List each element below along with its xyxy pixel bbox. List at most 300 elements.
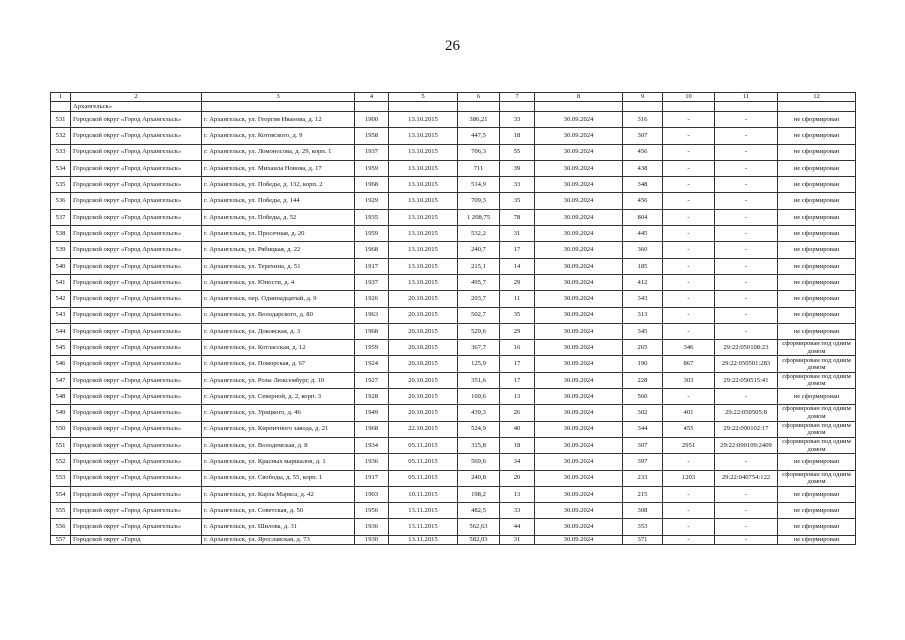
- value-cell: 185: [623, 258, 663, 274]
- value-cell: -: [663, 242, 715, 258]
- address-cell: г. Архангельск, ул. Красных маршалов, д. 1: [202, 454, 355, 470]
- year-cell: 1924: [355, 356, 389, 372]
- area-cell: 482,5: [458, 503, 500, 519]
- row-number-cell: 531: [51, 112, 71, 128]
- year-cell: 1968: [355, 177, 389, 193]
- deadline-cell: 30.09.2024: [535, 177, 623, 193]
- address-cell: г. Архангельск, ул. Советская, д. 50: [202, 503, 355, 519]
- owner-cell: Городской округ «Город Архангельск»: [71, 209, 202, 225]
- area-cell: 240,8: [458, 470, 500, 486]
- address-cell: г. Архангельск, ул. Михаила Новова, д. 17: [202, 160, 355, 176]
- date-cell: 05.11.2015: [389, 454, 458, 470]
- residents-cell: 29: [500, 274, 535, 290]
- area-cell: 240,7: [458, 242, 500, 258]
- table-row: [51, 405, 856, 421]
- value-cell: -: [663, 307, 715, 323]
- date-cell: 13.11.2015: [389, 519, 458, 535]
- cadastral-number-cell: -: [715, 242, 778, 258]
- status-cell: не сформирован: [778, 519, 856, 535]
- table-row-partial: [51, 535, 856, 544]
- date-cell: 13.10.2015: [389, 258, 458, 274]
- area-cell: 447,5: [458, 128, 500, 144]
- year-cell: 1956: [355, 503, 389, 519]
- table-row: [51, 323, 856, 339]
- address-cell: г. Архангельск, ул. Шилова, д. 31: [202, 519, 355, 535]
- address-cell: г. Архангельск, ул. Розы Люксембург, д. 10: [202, 372, 355, 388]
- value-cell: -: [663, 454, 715, 470]
- cadastral-number-cell: 29:22:090109:2409: [715, 437, 778, 453]
- residents-cell: 26: [500, 405, 535, 421]
- table-row: [51, 112, 856, 128]
- value-cell: 307: [623, 437, 663, 453]
- row-number-cell: 539: [51, 242, 71, 258]
- value-cell: -: [663, 323, 715, 339]
- area-cell: 495,7: [458, 274, 500, 290]
- status-cell: не сформирован: [778, 209, 856, 225]
- table-row: [51, 242, 856, 258]
- value-cell: -: [663, 160, 715, 176]
- value-cell: 371: [623, 535, 663, 544]
- value-cell: 345: [623, 323, 663, 339]
- owner-cell: Архангельск»: [71, 102, 202, 112]
- owner-cell: Городской округ «Город Архангельск»: [71, 274, 202, 290]
- deadline-cell: 30.09.2024: [535, 421, 623, 437]
- cadastral-number-cell: 29:22:050505:8: [715, 405, 778, 421]
- area-cell: 532,2: [458, 226, 500, 242]
- row-number-cell: 537: [51, 209, 71, 225]
- status-cell: не сформирован: [778, 160, 856, 176]
- cadastral-number-cell: -: [715, 291, 778, 307]
- table-row: [51, 470, 856, 486]
- row-number-cell: 555: [51, 503, 71, 519]
- owner-cell: Городской округ «Город Архангельск»: [71, 503, 202, 519]
- deadline-cell: 30.09.2024: [535, 486, 623, 502]
- residents-cell: 39: [500, 160, 535, 176]
- area-cell: 386,21: [458, 112, 500, 128]
- deadline-cell: 30.09.2024: [535, 160, 623, 176]
- residents-cell: 13: [500, 389, 535, 405]
- row-number-cell: 542: [51, 291, 71, 307]
- value-cell: 804: [623, 209, 663, 225]
- residents-cell: 20: [500, 470, 535, 486]
- value-cell: 401: [663, 405, 715, 421]
- deadline-cell: 30.09.2024: [535, 340, 623, 356]
- year-cell: 1917: [355, 470, 389, 486]
- address-cell: г. Архангельск, ул. Котласская, д. 12: [202, 340, 355, 356]
- column-number: 11: [715, 93, 778, 102]
- deadline-cell: 30.09.2024: [535, 209, 623, 225]
- year-cell: 1959: [355, 160, 389, 176]
- table-row: [51, 356, 856, 372]
- residents-cell: 29: [500, 323, 535, 339]
- value-cell: 2951: [663, 437, 715, 453]
- value-cell: -: [663, 519, 715, 535]
- residents-cell: 35: [500, 307, 535, 323]
- row-number-cell: 554: [51, 486, 71, 502]
- year-cell: 1927: [355, 372, 389, 388]
- row-number-cell: 536: [51, 193, 71, 209]
- area-cell: 351,6: [458, 372, 500, 388]
- owner-cell: Городской округ «Город Архангельск»: [71, 177, 202, 193]
- cadastral-number-cell: -: [715, 535, 778, 544]
- address-cell: г. Архангельск, ул. Победы, д. 132, корп. 2: [202, 177, 355, 193]
- deadline-cell: 30.09.2024: [535, 405, 623, 421]
- owner-cell: Городской округ «Город Архангельск»: [71, 258, 202, 274]
- address-cell: г. Архангельск, ул. Карла Маркса, д. 42: [202, 486, 355, 502]
- owner-cell: Городской округ «Город Архангельск»: [71, 226, 202, 242]
- row-number-cell: 552: [51, 454, 71, 470]
- residents-cell: 17: [500, 242, 535, 258]
- date-cell: 13.11.2015: [389, 535, 458, 544]
- address-cell: г. Архангельск, ул. Рябицкая, д. 22: [202, 242, 355, 258]
- status-cell: не сформирован: [778, 128, 856, 144]
- deadline-cell: 30.09.2024: [535, 242, 623, 258]
- deadline-cell: 30.09.2024: [535, 128, 623, 144]
- area-cell: 367,7: [458, 340, 500, 356]
- area-cell: 514,9: [458, 177, 500, 193]
- date-cell: 20.10.2015: [389, 291, 458, 307]
- row-number-cell: 549: [51, 405, 71, 421]
- deadline-cell: 30.09.2024: [535, 454, 623, 470]
- value-cell: 308: [623, 503, 663, 519]
- address-cell: г. Архангельск, ул. Поморская, д. 67: [202, 356, 355, 372]
- row-number-cell: 532: [51, 128, 71, 144]
- date-cell: 10.11.2015: [389, 486, 458, 502]
- status-cell: сформирован под одним домом: [778, 340, 856, 356]
- row-number-cell: 553: [51, 470, 71, 486]
- deadline-cell: 30.09.2024: [535, 519, 623, 535]
- area-cell: 502,7: [458, 307, 500, 323]
- year-cell: 1929: [355, 193, 389, 209]
- year-cell: 1926: [355, 291, 389, 307]
- value-cell: -: [663, 535, 715, 544]
- address-cell: г. Архангельск, ул. Володемская, д. 8: [202, 437, 355, 453]
- status-cell: сформирован под одним домом: [778, 405, 856, 421]
- value-cell: 313: [623, 307, 663, 323]
- cadastral-number-cell: -: [715, 519, 778, 535]
- deadline-cell: 30.09.2024: [535, 258, 623, 274]
- value-cell: 560: [623, 389, 663, 405]
- cadastral-number-cell: -: [715, 389, 778, 405]
- row-number-cell: 547: [51, 372, 71, 388]
- deadline-cell: 30.09.2024: [535, 291, 623, 307]
- status-cell: сформирован под одним домом: [778, 356, 856, 372]
- cadastral-number-cell: -: [715, 209, 778, 225]
- deadline-cell: 30.09.2024: [535, 274, 623, 290]
- owner-cell: Городской округ «Город Архангельск»: [71, 291, 202, 307]
- area-cell: 198,2: [458, 486, 500, 502]
- residents-cell: 13: [500, 486, 535, 502]
- value-cell: -: [663, 128, 715, 144]
- table-row: [51, 454, 856, 470]
- cadastral-number-cell: 29:22:090102:17: [715, 421, 778, 437]
- residents-cell: 40: [500, 421, 535, 437]
- address-cell: г. Архангельск, ул. Просечная, д. 20: [202, 226, 355, 242]
- table-row: [51, 307, 856, 323]
- date-cell: 20.10.2015: [389, 307, 458, 323]
- value-cell: -: [663, 193, 715, 209]
- row-number-cell: 551: [51, 437, 71, 453]
- column-number: 8: [535, 93, 623, 102]
- year-cell: 1937: [355, 274, 389, 290]
- owner-cell: Городской округ «Город Архангельск»: [71, 421, 202, 437]
- residents-cell: 18: [500, 128, 535, 144]
- address-cell: г. Архангельск, ул. Свободы, д. 55, корп. 1: [202, 470, 355, 486]
- residents-cell: 33: [500, 503, 535, 519]
- date-cell: 13.10.2015: [389, 226, 458, 242]
- value-cell: 228: [623, 372, 663, 388]
- date-cell: 13.10.2015: [389, 274, 458, 290]
- owner-cell: Городской округ «Город Архангельск»: [71, 242, 202, 258]
- address-cell: г. Архангельск, ул. Юности, д. 4: [202, 274, 355, 290]
- value-cell: 344: [623, 421, 663, 437]
- status-cell: не сформирован: [778, 226, 856, 242]
- value-cell: -: [663, 274, 715, 290]
- date-cell: 13.11.2015: [389, 503, 458, 519]
- value-cell: -: [663, 177, 715, 193]
- owner-cell: Городской округ «Город: [71, 535, 202, 544]
- year-cell: 1936: [355, 519, 389, 535]
- date-cell: 20.10.2015: [389, 356, 458, 372]
- year-cell: 1968: [355, 323, 389, 339]
- value-cell: 302: [623, 405, 663, 421]
- column-number: 6: [458, 93, 500, 102]
- year-cell: 1930: [355, 535, 389, 544]
- date-cell: 20.10.2015: [389, 323, 458, 339]
- area-cell: 315,8: [458, 437, 500, 453]
- status-cell: сформирован под одним домом: [778, 470, 856, 486]
- status-cell: не сформирован: [778, 486, 856, 502]
- status-cell: не сформирован: [778, 193, 856, 209]
- year-cell: 1937: [355, 144, 389, 160]
- residents-cell: 33: [500, 177, 535, 193]
- value-cell: -: [663, 389, 715, 405]
- value-cell: 233: [623, 470, 663, 486]
- column-number-row: [51, 93, 856, 102]
- registry-table: [50, 92, 856, 545]
- address-cell: г. Архангельск, ул. Победы, д. 144: [202, 193, 355, 209]
- deadline-cell: 30.09.2024: [535, 226, 623, 242]
- area-cell: 582,03: [458, 535, 500, 544]
- residents-cell: 11: [500, 291, 535, 307]
- registry-sheet: [50, 92, 856, 545]
- area-cell: 562,63: [458, 519, 500, 535]
- residents-cell: 18: [500, 437, 535, 453]
- area-cell: 709,3: [458, 193, 500, 209]
- owner-cell: Городской округ «Город Архангельск»: [71, 486, 202, 502]
- column-number: 3: [202, 93, 355, 102]
- value-cell: 456: [623, 193, 663, 209]
- residents-cell: 17: [500, 372, 535, 388]
- address-cell: г. Архангельск, ул. Ярославская, д. 73: [202, 535, 355, 544]
- area-cell: 529,6: [458, 323, 500, 339]
- area-cell: 711: [458, 160, 500, 176]
- residents-cell: 14: [500, 258, 535, 274]
- table-row: [51, 421, 856, 437]
- row-number-cell: 548: [51, 389, 71, 405]
- residents-cell: 33: [500, 112, 535, 128]
- table-row: [51, 209, 856, 225]
- residents-cell: 34: [500, 454, 535, 470]
- residents-cell: 17: [500, 356, 535, 372]
- date-cell: 20.10.2015: [389, 389, 458, 405]
- address-cell: г. Архангельск, пер. Одиннадцатый, д. 9: [202, 291, 355, 307]
- address-cell: г. Архангельск, ул. Терехина, д. 51: [202, 258, 355, 274]
- value-cell: 353: [623, 519, 663, 535]
- table-row: [51, 177, 856, 193]
- year-cell: 1958: [355, 128, 389, 144]
- status-cell: сформирован под одним домом: [778, 372, 856, 388]
- value-cell: 307: [623, 128, 663, 144]
- value-cell: 346: [663, 340, 715, 356]
- cadastral-number-cell: -: [715, 503, 778, 519]
- status-cell: не сформирован: [778, 535, 856, 544]
- status-cell: не сформирован: [778, 258, 856, 274]
- area-cell: 569,6: [458, 454, 500, 470]
- column-number: 4: [355, 93, 389, 102]
- cadastral-number-cell: -: [715, 274, 778, 290]
- row-number-cell: 541: [51, 274, 71, 290]
- row-number-cell: 546: [51, 356, 71, 372]
- row-number-cell: 534: [51, 160, 71, 176]
- date-cell: 05.11.2015: [389, 437, 458, 453]
- owner-cell: Городской округ «Город Архангельск»: [71, 193, 202, 209]
- value-cell: -: [663, 144, 715, 160]
- year-cell: 1900: [355, 112, 389, 128]
- year-cell: 1963: [355, 307, 389, 323]
- value-cell: 360: [623, 242, 663, 258]
- value-cell: 867: [663, 356, 715, 372]
- value-cell: 265: [623, 340, 663, 356]
- residents-cell: 78: [500, 209, 535, 225]
- value-cell: 438: [623, 160, 663, 176]
- value-cell: 456: [623, 144, 663, 160]
- table-row: [51, 503, 856, 519]
- value-cell: 303: [663, 372, 715, 388]
- column-number: 10: [663, 93, 715, 102]
- year-cell: 1949: [355, 405, 389, 421]
- owner-cell: Городской округ «Город Архангельск»: [71, 405, 202, 421]
- year-cell: 1917: [355, 258, 389, 274]
- owner-cell: Городской округ «Город Архангельск»: [71, 323, 202, 339]
- value-cell: -: [663, 258, 715, 274]
- table-row: [51, 144, 856, 160]
- status-cell: сформирован под одним домом: [778, 421, 856, 437]
- table-row: [51, 258, 856, 274]
- status-cell: сформирован под одним домом: [778, 437, 856, 453]
- value-cell: -: [663, 486, 715, 502]
- status-cell: не сформирован: [778, 291, 856, 307]
- owner-cell: Городской округ «Город Архангельск»: [71, 307, 202, 323]
- value-cell: 343: [623, 291, 663, 307]
- date-cell: 13.10.2015: [389, 177, 458, 193]
- deadline-cell: 30.09.2024: [535, 356, 623, 372]
- table-row: [51, 274, 856, 290]
- residents-cell: 44: [500, 519, 535, 535]
- cadastral-number-cell: 29:22:040754:122: [715, 470, 778, 486]
- value-cell: -: [663, 291, 715, 307]
- column-number: 7: [500, 93, 535, 102]
- value-cell: 316: [623, 112, 663, 128]
- cadastral-number-cell: -: [715, 258, 778, 274]
- row-number-cell: 538: [51, 226, 71, 242]
- cadastral-number-cell: -: [715, 454, 778, 470]
- owner-cell: Городской округ «Город Архангельск»: [71, 160, 202, 176]
- row-number-cell: 557: [51, 535, 71, 544]
- table-row: [51, 291, 856, 307]
- table-row: [51, 372, 856, 388]
- owner-cell: Городской округ «Город Архангельск»: [71, 144, 202, 160]
- cadastral-number-cell: -: [715, 144, 778, 160]
- cadastral-number-cell: -: [715, 128, 778, 144]
- deadline-cell: 30.09.2024: [535, 470, 623, 486]
- value-cell: 455: [663, 421, 715, 437]
- address-cell: г. Архангельск, ул. Котовского, д. 9: [202, 128, 355, 144]
- owner-cell: Городской округ «Город Архангельск»: [71, 454, 202, 470]
- owner-cell: Городской округ «Город Архангельск»: [71, 519, 202, 535]
- date-cell: 13.10.2015: [389, 209, 458, 225]
- table-row: [51, 160, 856, 176]
- year-cell: 1928: [355, 389, 389, 405]
- cadastral-number-cell: -: [715, 323, 778, 339]
- year-cell: 1968: [355, 421, 389, 437]
- address-cell: г. Архангельск, ул. Володарского, д. 80: [202, 307, 355, 323]
- row-number-cell: 535: [51, 177, 71, 193]
- row-number-cell: 556: [51, 519, 71, 535]
- continuation-row: [51, 102, 856, 112]
- deadline-cell: 30.09.2024: [535, 323, 623, 339]
- status-cell: не сформирован: [778, 177, 856, 193]
- owner-cell: Городской округ «Город Архангельск»: [71, 128, 202, 144]
- cadastral-number-cell: -: [715, 193, 778, 209]
- cadastral-number-cell: -: [715, 177, 778, 193]
- address-cell: г. Архангельск, ул. Кирпичного завода, д. 21: [202, 421, 355, 437]
- owner-cell: Городской округ «Город Архангельск»: [71, 112, 202, 128]
- year-cell: 1903: [355, 486, 389, 502]
- cadastral-number-cell: 29:22:050501:283: [715, 356, 778, 372]
- address-cell: г. Архангельск, ул. Доковская, д. 3: [202, 323, 355, 339]
- area-cell: 1 208,75: [458, 209, 500, 225]
- cadastral-number-cell: -: [715, 226, 778, 242]
- area-cell: 169,6: [458, 389, 500, 405]
- residents-cell: 31: [500, 226, 535, 242]
- date-cell: 05.11.2015: [389, 470, 458, 486]
- area-cell: 125,9: [458, 356, 500, 372]
- row-number-cell: 540: [51, 258, 71, 274]
- deadline-cell: 30.09.2024: [535, 437, 623, 453]
- value-cell: -: [663, 209, 715, 225]
- date-cell: 13.10.2015: [389, 112, 458, 128]
- deadline-cell: 30.09.2024: [535, 144, 623, 160]
- row-number-cell: 550: [51, 421, 71, 437]
- address-cell: г. Архангельск, ул. Урицкого, д. 46: [202, 405, 355, 421]
- column-number: 1: [51, 93, 71, 102]
- value-cell: 397: [623, 454, 663, 470]
- owner-cell: Городской округ «Город Архангельск»: [71, 372, 202, 388]
- column-number: 2: [71, 93, 202, 102]
- cadastral-number-cell: 29:22:050108:23: [715, 340, 778, 356]
- residents-cell: 35: [500, 193, 535, 209]
- deadline-cell: 30.09.2024: [535, 193, 623, 209]
- table-row: [51, 389, 856, 405]
- column-number: 12: [778, 93, 856, 102]
- year-cell: 1936: [355, 454, 389, 470]
- value-cell: -: [663, 503, 715, 519]
- value-cell: 445: [623, 226, 663, 242]
- date-cell: 13.10.2015: [389, 144, 458, 160]
- owner-cell: Городской округ «Город Архангельск»: [71, 437, 202, 453]
- cadastral-number-cell: -: [715, 160, 778, 176]
